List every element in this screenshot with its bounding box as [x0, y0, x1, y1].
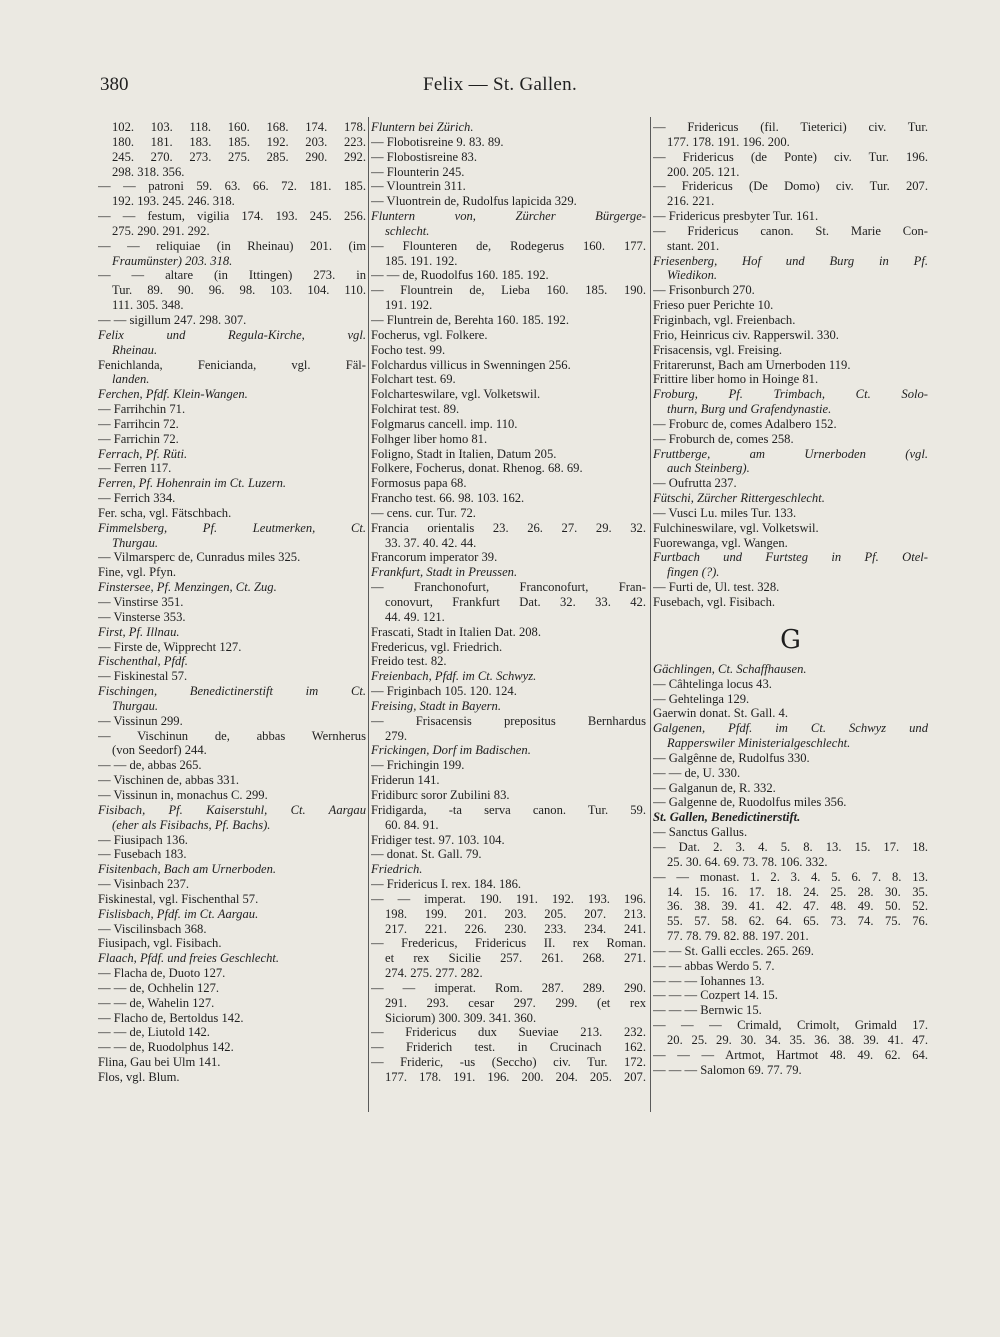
index-line: — Farrihcin 72.	[98, 416, 179, 431]
index-line: — Flacho de, Bertoldus 142.	[98, 1010, 244, 1025]
index-line: — — imperat. 190. 191. 192. 193. 196.	[371, 891, 646, 906]
index-line: — Oufrutta 237.	[653, 476, 737, 491]
index-line: — — de, U. 330.	[653, 765, 741, 780]
index-line: 198. 199. 201. 203. 205. 207. 213.	[385, 906, 646, 921]
index-line: — Fridericus canon. St. Marie Con-	[653, 223, 928, 238]
index-line: — Fridericus I. rex. 184. 186.	[371, 877, 522, 892]
index-line: — Dat. 2. 3. 4. 5. 8. 13. 15. 17. 18.	[653, 839, 928, 854]
index-column-2	[371, 120, 646, 1085]
index-line: — Flacha de, Duoto 127.	[98, 966, 226, 981]
index-line: — Câhtelinga locus 43.	[653, 676, 772, 691]
index-line: — Galganun de, R. 332.	[653, 780, 776, 795]
index-line: Francho test. 66. 98. 103. 162.	[371, 491, 525, 506]
index-line: — Vlountrein 311.	[371, 179, 466, 194]
index-line: — — de, Ochhelin 127.	[98, 980, 220, 995]
index-line: Gaerwin donat. St. Gall. 4.	[653, 706, 789, 721]
index-line: 77. 78. 79. 82. 88. 197. 201.	[667, 929, 809, 944]
index-line: — Flountrein de, Lieba 160. 185. 190.	[371, 283, 646, 298]
index-line: — donat. St. Gall. 79.	[371, 847, 482, 862]
index-line: 279.	[385, 728, 408, 743]
index-line: — Fridericus dux Sueviae 213. 232.	[371, 1025, 646, 1040]
index-line: Folchirat test. 89.	[371, 402, 460, 417]
index-line: — — de, Ruodolphus 142.	[98, 1040, 234, 1055]
index-line: schlecht.	[385, 223, 430, 238]
page-number: 380	[100, 74, 129, 95]
index-line: 55. 57. 58. 62. 64. 65. 73. 74. 75. 76.	[667, 914, 928, 929]
index-line: — — de, abbas 265.	[98, 758, 202, 773]
index-line: Friesenberg, Hof und Burg in Pf.	[653, 253, 928, 268]
index-line: Frickingen, Dorf im Badischen.	[371, 743, 531, 758]
index-line: — Fiskinestal 57.	[98, 669, 188, 684]
index-line: First, Pf. Illnau.	[98, 624, 180, 639]
index-line: 60. 84. 91.	[385, 817, 439, 832]
index-column-1	[98, 120, 366, 1085]
index-line: Fiusipach, vgl. Fisibach.	[98, 936, 222, 951]
index-line: — Friginbach 105. 120. 124.	[371, 684, 517, 699]
index-line: — Fridericus (de Ponte) civ. Tur. 196.	[653, 149, 928, 164]
index-line: — Flounterin 245.	[371, 164, 465, 179]
index-line: Fluntern bei Zürich.	[371, 120, 474, 134]
index-line: — Fridericus (fil. Tieterici) civ. Tur.	[653, 120, 928, 134]
index-line: 102. 103. 118. 160. 168. 174. 178.	[112, 120, 366, 134]
index-line: — Fiusipach 136.	[98, 832, 188, 847]
index-line: Frisacensis, vgl. Freising.	[653, 342, 783, 357]
index-line: auch Steinberg).	[667, 461, 750, 476]
index-line: Folhger liber homo 81.	[371, 431, 488, 446]
index-line: — — — Cozpert 14. 15.	[653, 988, 778, 1003]
index-line: Focherus, vgl. Folkere.	[371, 327, 488, 342]
index-line: Flina, Gau bei Ulm 141.	[98, 1055, 221, 1070]
index-line: Fiskinestal, vgl. Fischenthal 57.	[98, 891, 259, 906]
index-line: Friginbach, vgl. Freienbach.	[653, 312, 796, 327]
index-line: Fluntern von, Zürcher Bürgerge-	[371, 209, 646, 224]
index-line: Tur. 89. 90. 96. 98. 103. 104. 110.	[112, 283, 366, 298]
index-line: — Vischinun de, abbas Wernherus	[98, 728, 366, 743]
index-line: — Flounteren de, Rodegerus 160. 177.	[371, 238, 646, 253]
index-line: — — sigillum 247. 298. 307.	[98, 312, 247, 327]
index-line: — Franchonofurt, Franconofurt, Fran-	[371, 580, 646, 595]
index-line: 177. 178. 191. 196. 200.	[667, 134, 790, 149]
index-line: — Fridericus (De Domo) civ. Tur. 207.	[653, 179, 928, 194]
index-line: — Flobotisreine 9. 83. 89.	[371, 134, 504, 149]
index-line: Francorum imperator 39.	[371, 550, 498, 565]
index-line: — Gehtelinga 129.	[653, 691, 750, 706]
index-line: 111. 305. 348.	[112, 298, 184, 313]
index-line: — Vilmarsperc de, Cunradus miles 325.	[98, 550, 301, 565]
index-line: — — imperat. Rom. 287. 289. 290.	[371, 980, 646, 995]
index-line: — — de, Ruodolfus 160. 185. 192.	[371, 268, 549, 283]
index-line: 245. 270. 273. 275. 285. 290. 292.	[112, 149, 366, 164]
index-line: stant. 201.	[667, 238, 720, 253]
index-line: Fridiburc soror Zubilini 83.	[371, 787, 510, 802]
index-line: Fütschi, Zürcher Rittergeschlecht.	[653, 491, 825, 506]
index-line: — — — Iohannes 13.	[653, 973, 765, 988]
index-line: — Farrihchin 71.	[98, 402, 186, 417]
index-line: — — abbas Werdo 5. 7.	[653, 958, 775, 973]
index-line: Felix und Regula-Kirche, vgl.	[98, 327, 366, 342]
index-line: Finstersee, Pf. Menzingen, Ct. Zug.	[98, 580, 277, 595]
index-line: — Firste de, Wipprecht 127.	[98, 639, 242, 654]
index-line: — Galgenne de, Ruodolfus miles 356.	[653, 795, 847, 810]
index-line: — Ferren 117.	[98, 461, 172, 476]
index-line: — Vischinen de, abbas 331.	[98, 773, 240, 788]
index-line: St. Gallen, Benedictinerstift.	[653, 810, 801, 825]
index-line: Froburg, Pf. Trimbach, Ct. Solo-	[653, 387, 928, 402]
index-line: 200. 205. 121.	[667, 164, 740, 179]
index-line: — Vluontrein de, Rudolfus lapicida 329.	[371, 194, 577, 209]
index-line: — — de, Liutold 142.	[98, 1025, 210, 1040]
index-line: — Friderich test. in Crucinach 162.	[371, 1040, 646, 1055]
index-line: Flos, vgl. Blum.	[98, 1070, 180, 1084]
index-line: Focho test. 99.	[371, 342, 446, 357]
index-line: Fritarerunst, Bach am Urnerboden 119.	[653, 357, 851, 372]
index-line: Fisitenbach, Bach am Urnerboden.	[98, 862, 277, 877]
index-line: Fridiger test. 97. 103. 104.	[371, 832, 505, 847]
index-line: Wiedikon.	[667, 268, 718, 283]
index-line: Friderun 141.	[371, 773, 440, 788]
index-line: — Fluntrein de, Berehta 160. 185. 192.	[371, 312, 569, 327]
index-column-3-top	[653, 120, 928, 610]
index-line: Frio, Heinricus civ. Rapperswil. 330.	[653, 327, 839, 342]
index-line: — Sanctus Gallus.	[653, 825, 748, 840]
index-line: 275. 290. 291. 292.	[112, 223, 210, 238]
index-line: Thurgau.	[112, 698, 159, 713]
index-line: 191. 192.	[385, 298, 433, 313]
index-line: — — festum, vigilia 174. 193. 245. 256.	[98, 209, 366, 224]
index-line: — — — Bernwic 15.	[653, 1003, 762, 1018]
index-line: Folchardus villicus in Swenningen 256.	[371, 357, 571, 372]
index-line: — Galgênne de, Rudolfus 330.	[653, 750, 810, 765]
column-rule-left	[368, 117, 369, 1112]
index-line: Folchart test. 69.	[371, 372, 456, 387]
index-line: Francia orientalis 23. 26. 27. 29. 32.	[371, 520, 646, 535]
index-line: Folcharteswilare, vgl. Volketswil.	[371, 387, 541, 402]
index-line: Rheinau.	[112, 342, 158, 357]
index-line: — — — Crimald, Crimolt, Grimald 17.	[653, 1018, 928, 1033]
index-line: 25. 30. 64. 69. 73. 78. 106. 332.	[667, 854, 828, 869]
index-line: Frascati, Stadt in Italien Dat. 208.	[371, 624, 541, 639]
index-line: Fredericus, vgl. Friedrich.	[371, 639, 503, 654]
index-line: Fimmelsberg, Pf. Leutmerken, Ct.	[98, 520, 366, 535]
index-column-3	[653, 120, 928, 1077]
index-line: — Vissinun in, monachus C. 299.	[98, 787, 268, 802]
index-line: 274. 275. 277. 282.	[385, 966, 483, 981]
section-letter: G	[780, 624, 801, 655]
index-line: — Vinstirse 351.	[98, 595, 184, 609]
running-head: Felix — St. Gallen.	[423, 74, 577, 95]
index-line: — Vinsterse 353.	[98, 609, 186, 624]
index-line: conovurt, Frankfurt Dat. 32. 33. 42.	[385, 595, 646, 609]
index-line: — Froburch de, comes 258.	[653, 431, 794, 446]
index-line: — Fredericus, Fridericus II. rex Roman.	[371, 936, 646, 951]
index-line: — Flobostisreine 83.	[371, 149, 477, 164]
index-line: — Frisonburch 270.	[653, 283, 755, 298]
index-line: Gächlingen, Ct. Schaffhausen.	[653, 661, 807, 676]
index-line: 177. 178. 191. 196. 200. 204. 205. 207.	[385, 1070, 646, 1084]
index-line: 33. 37. 40. 42. 44.	[385, 535, 477, 550]
index-line: (von Seedorf) 244.	[112, 743, 207, 758]
index-line: Ferrach, Pf. Rüti.	[98, 446, 188, 461]
index-line: fingen (?).	[667, 565, 720, 580]
index-line: Fuorewanga, vgl. Wangen.	[653, 535, 788, 550]
index-line: Folkere, Focherus, donat. Rhenog. 68. 69.	[371, 461, 583, 476]
index-column-3-bottom	[653, 662, 928, 1078]
index-line: — Ferrich 334.	[98, 491, 176, 506]
index-line: 298. 318. 356.	[112, 164, 185, 179]
index-line: — — — Artmot, Hartmot 48. 49. 62. 64.	[653, 1047, 928, 1062]
column-rule-right	[650, 117, 651, 1112]
index-line: — Froburc de, comes Adalbero 152.	[653, 416, 837, 431]
index-line: 14. 15. 16. 17. 18. 24. 25. 28. 30. 35.	[667, 884, 928, 899]
index-line: — — St. Galli eccles. 265. 269.	[653, 943, 814, 958]
index-line: — — reliquiae (in Rheinau) 201. (im	[98, 238, 366, 253]
index-line: 185. 191. 192.	[385, 253, 458, 268]
index-line: Folgmarus cancell. imp. 110.	[371, 416, 518, 431]
index-line: — Fridericus presbyter Tur. 161.	[653, 209, 819, 224]
index-line: Frittire liber homo in Hoinge 81.	[653, 372, 819, 387]
index-line: 44. 49. 121.	[385, 609, 445, 624]
index-line: — Furti de, Ul. test. 328.	[653, 580, 780, 595]
index-line: (eher als Fisibachs, Pf. Bachs).	[112, 817, 271, 832]
index-line: — Frichingin 199.	[371, 758, 465, 773]
index-line: — Frideric, -us (Seccho) civ. Tur. 172.	[371, 1055, 646, 1070]
index-line: landen.	[112, 372, 150, 387]
index-line: Fischenthal, Pfdf.	[98, 654, 188, 669]
index-line: — — — Salomon 69. 77. 79.	[653, 1062, 802, 1077]
index-line: thurn, Burg und Grafendynastie.	[667, 402, 832, 417]
index-line: Fusebach, vgl. Fisibach.	[653, 595, 776, 609]
index-line: Friedrich.	[371, 862, 423, 877]
index-line: Freienbach, Pfdf. im Ct. Schwyz.	[371, 669, 537, 684]
index-line: — cens. cur. Tur. 72.	[371, 505, 476, 520]
index-line: Freising, Stadt in Bayern.	[371, 698, 502, 713]
index-line: — — de, Wahelin 127.	[98, 995, 215, 1010]
index-line: 217. 221. 226. 230. 233. 234. 241.	[385, 921, 646, 936]
index-line: Foligno, Stadt in Italien, Datum 205.	[371, 446, 557, 461]
index-line: Rapperswiler Ministerialgeschlecht.	[667, 736, 851, 751]
index-line: Galgenen, Pfdf. im Ct. Schwyz und	[653, 721, 928, 736]
index-line: Ferchen, Pfdf. Klein-Wangen.	[98, 387, 248, 402]
index-line: Fenichlanda, Fenicianda, vgl. Fäl-	[98, 357, 366, 372]
index-line: — Visinbach 237.	[98, 877, 190, 892]
index-line: 192. 193. 245. 246. 318.	[112, 194, 235, 209]
index-line: — Frisacensis prepositus Bernhardus	[371, 713, 646, 728]
index-line: 20. 25. 29. 30. 34. 35. 36. 38. 39. 41. 47.	[667, 1032, 928, 1047]
index-line: Frankfurt, Stadt in Preussen.	[371, 565, 518, 580]
index-line: Flaach, Pfdf. und freies Geschlecht.	[98, 951, 280, 966]
index-line: — — monast. 1. 2. 3. 4. 5. 6. 7. 8. 13.	[653, 869, 928, 884]
index-line: Furtbach und Furtsteg in Pf. Otel-	[653, 550, 928, 565]
index-line: Fisibach, Pf. Kaiserstuhl, Ct. Aargau	[98, 802, 366, 817]
index-line: 291. 293. cesar 297. 299. (et rex	[385, 995, 646, 1010]
index-line: 216. 221.	[667, 194, 715, 209]
index-line: Fer. scha, vgl. Fätschbach.	[98, 505, 232, 520]
index-line: — — altare (in Ittingen) 273. in	[98, 268, 366, 283]
index-line: — Vissinun 299.	[98, 713, 183, 728]
index-line: — — patroni 59. 63. 66. 72. 181. 185.	[98, 179, 366, 194]
index-line: Fine, vgl. Pfyn.	[98, 565, 177, 580]
index-line: Fulchineswilare, vgl. Volketswil.	[653, 520, 819, 535]
index-line: Formosus papa 68.	[371, 476, 467, 491]
index-line: — Farrichin 72.	[98, 431, 179, 446]
index-line: Fruttberge, am Urnerboden (vgl.	[653, 446, 928, 461]
index-line: 180. 181. 183. 185. 192. 203. 223.	[112, 134, 366, 149]
index-line: Siciorum) 300. 309. 341. 360.	[385, 1010, 537, 1025]
index-line: Freido test. 82.	[371, 654, 447, 669]
index-line: — Vusci Lu. miles Tur. 133.	[653, 505, 797, 520]
index-line: et rex Sicilie 257. 261. 268. 271.	[385, 951, 646, 966]
index-line: Frieso puer Perichte 10.	[653, 298, 774, 313]
index-line: Fraumünster) 203. 318.	[112, 253, 233, 268]
index-line: Thurgau.	[112, 535, 159, 550]
index-line: Fislisbach, Pfdf. im Ct. Aargau.	[98, 906, 259, 921]
index-line: Ferren, Pf. Hohenrain im Ct. Luzern.	[98, 476, 287, 491]
index-line: Fischingen, Benedictinerstift im Ct.	[98, 684, 366, 699]
index-line: Fridigarda, -ta serva canon. Tur. 59.	[371, 802, 646, 817]
index-line: — Viscilinsbach 368.	[98, 921, 207, 936]
index-line: — Fusebach 183.	[98, 847, 187, 862]
index-line: 36. 38. 39. 41. 42. 47. 48. 49. 50. 52.	[667, 899, 928, 914]
